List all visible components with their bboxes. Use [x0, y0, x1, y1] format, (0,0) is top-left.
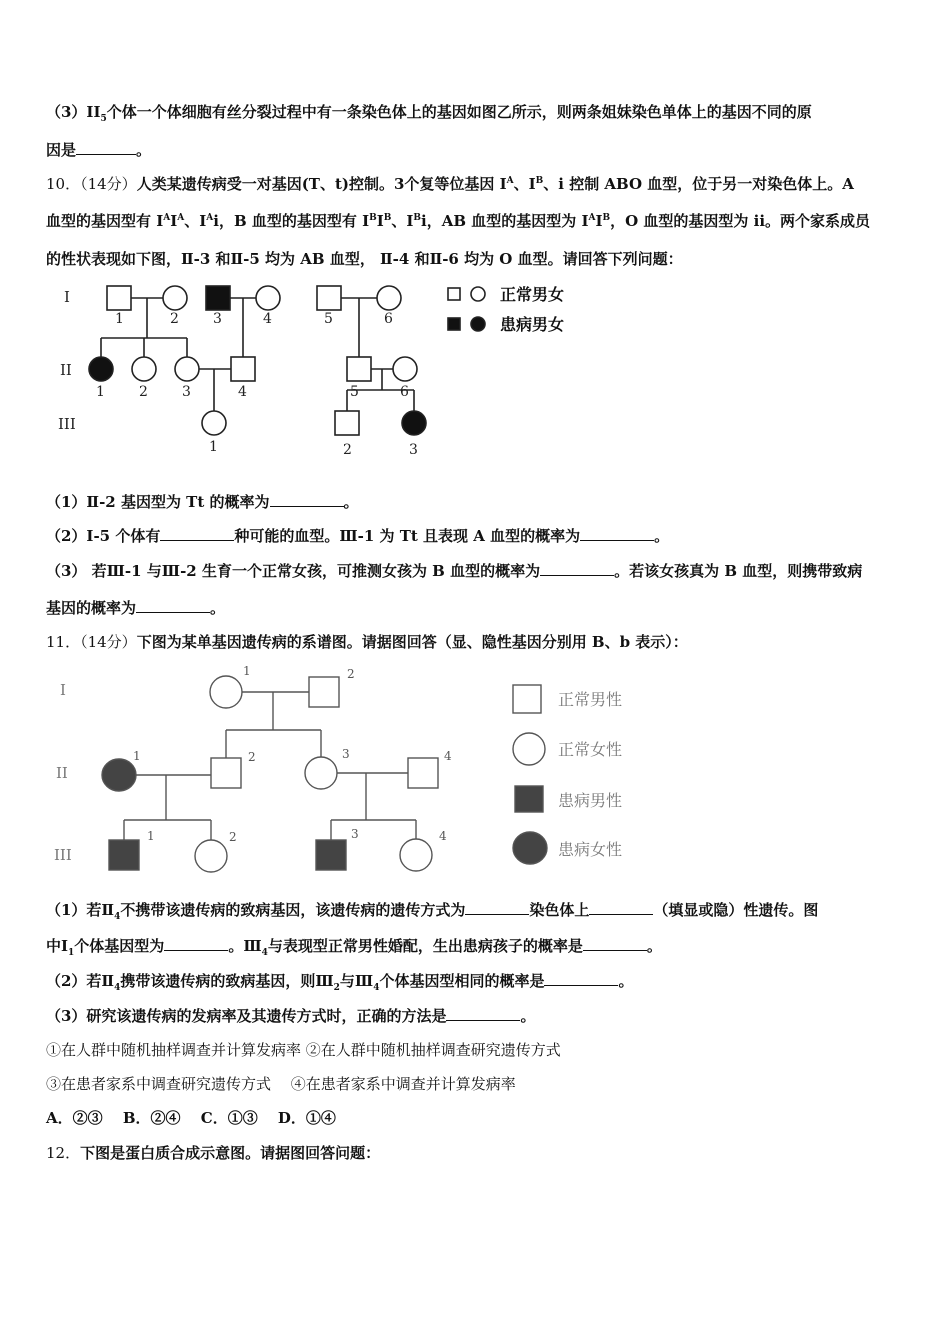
legend-normal-female-label: 正常女性: [558, 740, 623, 759]
question-number: 11．（14分）: [46, 633, 137, 651]
q10-I5-male: [317, 286, 341, 310]
q11-II2-male: [211, 758, 241, 788]
q10-sub1: （1）Ⅱ-2 基因型为 Tt 的概率为 。: [46, 493, 359, 511]
svg-text:6: 6: [400, 384, 409, 400]
q12-stem: 12．下图是蛋白质合成示意图。请据图回答问题：: [46, 1144, 381, 1162]
q10-II3-female: [175, 357, 199, 381]
answer-blank[interactable]: [580, 526, 654, 541]
legend-normal-label: 正常男女: [500, 285, 565, 304]
answer-blank[interactable]: [540, 561, 614, 576]
q11-sub1-line2: 中$Ⅰ_1$个体基因型为 。$Ⅲ_4$与表现型正常男性婚配，生出患病孩子的概率是 。: [46, 937, 662, 958]
q10-II4-male: [231, 357, 255, 381]
q9-part3-line2: 因是 。: [46, 141, 152, 159]
q10-pedigree-figure: [50, 278, 610, 460]
q11-II1-affected-female: [102, 759, 136, 791]
q11-gen-label-2: II: [56, 764, 68, 782]
q10-II5-male: [347, 357, 371, 381]
svg-text:4: 4: [444, 749, 452, 763]
svg-text:5: 5: [350, 384, 359, 400]
legend-affected-female-icon: [513, 832, 547, 864]
svg-text:1: 1: [115, 311, 124, 327]
q10-I6-female: [377, 286, 401, 310]
q11-II4-male: [408, 758, 438, 788]
q10-III1-female: [202, 411, 226, 435]
q10-sub2: （2）Ⅰ-5 个体有 种可能的血型。Ⅲ-1 为 Tt 且表现 A 血型的概率为 。: [46, 527, 670, 545]
svg-text:2: 2: [347, 667, 355, 681]
svg-text:1: 1: [96, 384, 105, 400]
q10-stem-line3: 的性状表现如下图，Ⅱ-3 和Ⅱ-5 均为 AB 血型， Ⅱ-4 和Ⅱ-6 均为 O 血型。请回答下列问题：: [46, 250, 683, 268]
legend-affected-female-label: 患病女性: [558, 840, 623, 859]
q11-options-3-4: ③在患者家系中调查研究遗传方式 ④在患者家系中调查并计算发病率: [46, 1075, 516, 1093]
answer-blank[interactable]: [270, 492, 344, 507]
answer-blank[interactable]: [446, 1006, 520, 1021]
question-number: 12．: [46, 1144, 81, 1162]
q11-II3-female: [305, 757, 337, 789]
svg-text:3: 3: [409, 442, 418, 458]
q11-sub3: （3）研究该遗传病的发病率及其遗传方式时，正确的方法是 。: [46, 1007, 536, 1025]
svg-text:2: 2: [229, 830, 237, 844]
legend-normal-male-icon: [513, 685, 541, 713]
q10-II1-affected-female: [89, 357, 113, 381]
q10-II6-female: [393, 357, 417, 381]
svg-text:4: 4: [439, 829, 447, 843]
svg-text:2: 2: [170, 311, 179, 327]
legend-affected-female-icon: [471, 317, 485, 331]
answer-blank[interactable]: [136, 598, 210, 613]
q11-pedigree-figure: [46, 660, 666, 880]
svg-text:3: 3: [342, 747, 350, 761]
legend-affected-label: 患病男女: [500, 315, 565, 334]
q11-sub1-line1: （1）若$Ⅱ_4$不携带该遗传病的致病基因，该遗传病的遗传方式为 染色体上 （填显或隐）性遗传。图: [46, 901, 819, 922]
svg-text:5: 5: [324, 311, 333, 327]
svg-text:1: 1: [209, 439, 218, 455]
q11-III4-female: [400, 839, 432, 871]
q11-sub2: （2）若$Ⅱ_4$携带该遗传病的致病基因，则$Ⅲ_2$与$Ⅲ_4$个体基因型相同的概率是 。: [46, 972, 634, 993]
q10-I4-female: [256, 286, 280, 310]
svg-text:2: 2: [343, 442, 352, 458]
q9-part3-line1: $(3)II_5$个体一个体细胞有丝分裂过程中有一条染色体上的基因如图乙所示，则两条姐妹染色单体上的基因不同的原: [46, 103, 812, 124]
q10-sub3-line2: 基因的概率为 。: [46, 599, 226, 617]
legend-normal-male-icon: [448, 288, 460, 300]
answer-blank[interactable]: [160, 526, 234, 541]
legend-affected-male-label: 患病男性: [558, 791, 623, 810]
legend-affected-male-icon: [448, 318, 460, 330]
q10-gen-label-2: II: [60, 361, 72, 379]
q10-I3-affected-male: [206, 286, 230, 310]
q10-stem-line2: 血型的基因型有 $I^AI^A$、$I^Ai$，B 血型的基因型有 $I^BI^B$、$I^Bi$，AB 血型的基因型为 $I^AI^B$，O 血型的基因型为 ii。两个家系成员: [46, 212, 871, 230]
svg-text:4: 4: [238, 384, 247, 400]
q10-I2-female: [163, 286, 187, 310]
q11-gen-label-3: III: [54, 846, 72, 864]
question-number: 10．（14分）: [46, 175, 137, 193]
q11-III1-affected-male: [109, 840, 139, 870]
svg-text:2: 2: [248, 750, 256, 764]
q11-I2-male: [309, 677, 339, 707]
q11-stem: 11．（14分）下图为某单基因遗传病的系谱图。请据图回答（显、隐性基因分别用 B、b 表示）：: [46, 633, 688, 651]
svg-text:3: 3: [182, 384, 191, 400]
answer-blank[interactable]: [589, 900, 653, 915]
q10-stem-line1: 10．（14分）人类某遗传病受一对基因(T、t)控制。3个复等位基因 $I^A$、$I^B$、i 控制 ABO 血型，位于另一对染色体上。A: [46, 175, 854, 193]
svg-text:1: 1: [243, 664, 251, 678]
q11-III3-affected-male: [316, 840, 346, 870]
answer-blank[interactable]: [583, 936, 647, 951]
q11-I1-female: [210, 676, 242, 708]
answer-blank[interactable]: [465, 900, 529, 915]
legend-affected-male-icon: [515, 786, 543, 812]
answer-blank[interactable]: [76, 140, 136, 155]
svg-text:6: 6: [384, 311, 393, 327]
legend-normal-female-icon: [513, 733, 545, 765]
q10-sub3-line1: （3） 若Ⅲ-1 与Ⅲ-2 生育一个正常女孩，可推测女孩为 B 血型的概率为 。若该女孩真为 B 血型，则携带致病: [46, 562, 863, 580]
svg-text:3: 3: [213, 311, 222, 327]
svg-text:3: 3: [351, 827, 359, 841]
q10-II2-female: [132, 357, 156, 381]
answer-blank[interactable]: [544, 971, 618, 986]
svg-text:2: 2: [139, 384, 148, 400]
q11-gen-label-1: I: [60, 681, 66, 699]
svg-text:4: 4: [263, 311, 272, 327]
svg-text:1: 1: [133, 749, 141, 763]
q11-III2-female: [195, 840, 227, 872]
q10-I1-male: [107, 286, 131, 310]
q11-options-1-2: ①在人群中随机抽样调查并计算发病率 ②在人群中随机抽样调查研究遗传方式: [46, 1041, 561, 1059]
q10-III3-affected-female: [402, 411, 426, 435]
q10-gen-label-3: III: [58, 415, 76, 433]
svg-text:1: 1: [147, 829, 155, 843]
q10-III2-male: [335, 411, 359, 435]
legend-normal-female-icon: [471, 287, 485, 301]
q11-choices: A．②③ B．②④ C．①③ D．①④: [46, 1109, 336, 1127]
q10-gen-label-1: I: [64, 288, 70, 306]
legend-normal-male-label: 正常男性: [558, 690, 623, 709]
answer-blank[interactable]: [164, 936, 228, 951]
